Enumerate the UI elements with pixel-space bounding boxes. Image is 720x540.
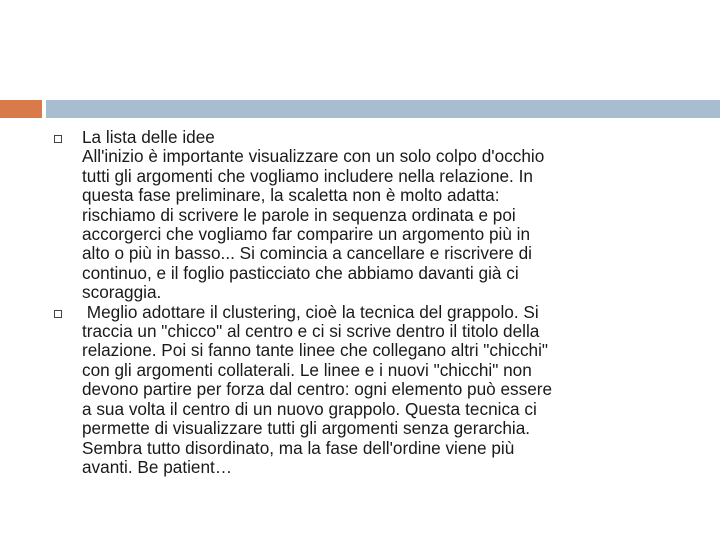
text-line: avanti. Be patient… <box>82 456 233 477</box>
header-bar <box>46 100 720 118</box>
text-line: traccia un "chicco" al centro e ci si scrive dentro il titolo della <box>82 321 540 342</box>
text-line: alto o più in basso... Si comincia a cancellare e riscrivere di <box>82 243 532 264</box>
text-line: All'inizio è importante visualizzare con un solo colpo d'occhio <box>82 146 545 167</box>
text-line: a sua volta il centro di un nuovo grappolo. Questa tecnica ci <box>82 398 537 419</box>
text-line: rischiamo di scrivere le parole in sequenza ordinata e poi <box>82 204 516 225</box>
text-line: Meglio adottare il clustering, cioè la tecnica del grappolo. Si <box>82 301 539 322</box>
text-line: permette di visualizzare tutti gli argomenti senza gerarchia. <box>82 418 531 439</box>
square-bullet-icon <box>54 310 62 318</box>
bullet-item-1 <box>54 128 694 303</box>
text-line: scoraggia. <box>82 282 162 303</box>
text-line: Sembra tutto disordinato, ma la fase dell'ordine viene più <box>82 437 515 458</box>
bullet-item-2 <box>54 303 694 478</box>
text-line: tutti gli argomenti che vogliamo includere nella relazione. In <box>82 165 533 186</box>
text-line: con gli argomenti collaterali. Le linee e i nuovi "chicchi" non <box>82 359 532 380</box>
header-accent-bar <box>0 100 42 118</box>
text-line: questa fase preliminare, la scaletta non è molto adatta: <box>82 185 500 206</box>
text-line: accorgerci che vogliamo far comparire un argomento più in <box>82 224 531 245</box>
text-line: devono partire per forza dal centro: ogni elemento può essere <box>82 379 553 400</box>
text-line: La lista delle idee <box>82 127 215 147</box>
square-bullet-icon <box>54 135 62 143</box>
slide-content <box>54 128 694 477</box>
text-line: relazione. Poi si fanno tante linee che collegano altri "chicchi" <box>82 340 549 361</box>
text-line: continuo, e il foglio pasticciato che abbiamo davanti già ci <box>82 262 519 283</box>
